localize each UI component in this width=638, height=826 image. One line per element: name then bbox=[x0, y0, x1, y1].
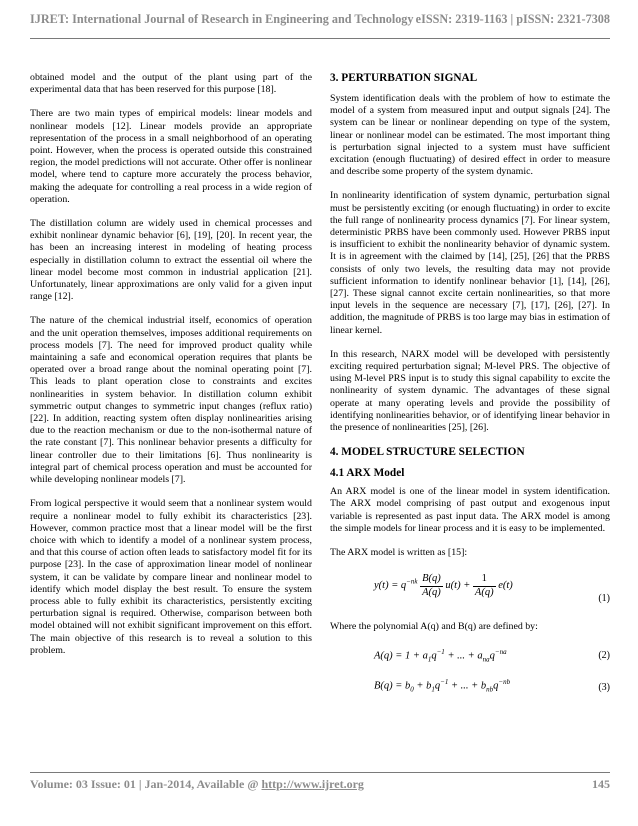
paragraph: The ARX model is written as [15]: bbox=[330, 547, 468, 559]
paragraph: obtained model and the output of the plant using part of the experimental data that has been reserved for this purpose [18]. bbox=[30, 72, 312, 96]
paragraph: From logical perspective it would seem that a nonlinear system would require a nonlinear model to fully exhibit its characteristics [23]. However, common practice most that a linear model will be the first choice with which to identify a model of a nonlinear system process, and that this course of action often leads to satisfactory model fit for its purpose [23]. In the case of approximation linear model of nonlinear system, it can be validate by compare linear and nonlinear model to identify which model display the best result. To ensure the system process able to fully exhibit its characteristics, persistently exciting perturbation signal is required. Otherwise, comparison between both model obtained will not exhibit significant improvement on this effort. The main objective of this research is to reveal a solution to this problem. bbox=[30, 498, 312, 656]
paragraph: In this research, NARX model will be developed with persistently exciting required perturbation signal; M-level PRS. The objective of using M-level PRS input is to study this signal capability to excite the nonlinearity of system dynamic. The advantages of these signal operate at many operating levels and provide the possibility of identifying nonlinearities behavior, or of identifying linear behavior in the presence of nonlinearities [25], [26]. bbox=[330, 348, 610, 434]
page-number: 145 bbox=[592, 777, 610, 791]
subsection-heading: 4.1 ARX Model bbox=[330, 467, 405, 480]
equation-2: $A(q) = 1 + a_1q^{-1}$ + ... + $a_{na}q^{-na}$ (2) bbox=[374, 647, 610, 664]
paragraph: The nature of the chemical industrial itself, economics of operation and the unit operation themselves, imposes additional requirements on process models [7]. The need for improved product quality while maintaining a safe and economical operation requires that plants be operated over a broad range about the nominal operating point [7]. This leads to plant operation close to constraints and excites nonlinearities in system behavior. In distillation column exhibit symmetric output changes to symmetric input changes (reflux ratio) [22]. In addition, reacting system often display nonlinearities arising due to the reaction mechanism or due to the non-isothermal nature of the rate constant [7]. This nonlinear behavior presents a difficulty for linear controller due to their limitations [6]. Thus nonlinearity is integral part of chemical process operation and must be accounted for while developing nonlinear models [7]. bbox=[30, 315, 312, 486]
equation-1: $y(t) = q^{-nk}$ $\frac{B(q)}{A(q)}$ u(t) + $\frac{1}{A(q)}$ e(t) (1) bbox=[374, 573, 610, 605]
paragraph: In nonlinearity identification of system dynamic, perturbation signal must be persistently exciting (or enough fluctuating) in order to excite the full range of nonlinearity process dynamics [7]. For linear system, deterministic PRBS have been commonly used. However PRBS input is insufficient to exhibit the nonlinearity behavior of dynamic system. It is in agreement with the claimed by [14], [25], [26] that the PRBS consists of only two levels, the resulting data may not provide sufficient information to identify nonlinear behavior [1], [14], [26], [27]. These signal cannot excite certain nonlinearities, so that more input levels in the sequence are necessary [7], [17], [26], [27]. In addition, the magnitude of PRBS is too large may bias in estimation of linear kernel. bbox=[330, 190, 610, 336]
paragraph: Where the polynomial A(q) and B(q) are defined by: bbox=[330, 621, 538, 633]
issn: eISSN: 2319-1163 | pISSN: 2321-7308 bbox=[415, 12, 610, 26]
paragraph: The distillation column are widely used in chemical processes and exhibit nonlinear dynamic behavior [6], [19], [20]. In recent year, the has been an increasing interest in modeling of heating process especially in distillation column to extract the essential oil where the linear model become most common in industrial application [21]. Unfortunately, linear approximations are only valid for a given input range [12]. bbox=[30, 218, 312, 303]
equation-number: (3) bbox=[598, 681, 610, 693]
equation-number: (1) bbox=[598, 593, 610, 605]
section-heading: 3. PERTURBATION SIGNAL bbox=[330, 72, 478, 84]
section-heading: 4. MODEL STRUCTURE SELECTION bbox=[330, 446, 525, 459]
paragraph: There are two main types of empirical models: linear models and nonlinear models [12]. Linear models provide an appropriate representation of the process in a small neighborhood of an operating point. However, when the process is operated outside this constrained region, the model predictions will not accurate. Other offer is nonlinear model, where tend to capture more accurately the process behavior, making the adequate for controlling a real process in a wide region of operation. bbox=[30, 108, 312, 205]
footer-link[interactable]: http://www.ijret.org bbox=[261, 777, 364, 791]
journal-title: IJRET: International Journal of Research in Engineering and Technology bbox=[30, 12, 414, 26]
right-column bbox=[330, 72, 610, 706]
footer-divider bbox=[30, 772, 610, 773]
header-divider bbox=[30, 38, 610, 39]
equation-3: $B(q) = b_0 + b_1q^{-1}$ + ... + $b_{nb}q^{-nb}$ (3) bbox=[374, 677, 610, 694]
footer-text: Volume: 03 Issue: 01 | Jan-2014, Available @ bbox=[30, 777, 262, 791]
left-column bbox=[30, 72, 312, 669]
paragraph: An ARX model is one of the linear model in system identification. The ARX model comprising of past output and exogenous input variable is represented as past input data. The ARX model is among the simple models for linear process and it is easy to be implemented. bbox=[330, 486, 610, 534]
equation-number: (2) bbox=[598, 649, 610, 661]
paragraph: System identification deals with the problem of how to estimate the model of a system from measured input and output signals [24]. The system can be linear or nonlinear depending on type of the system, linear or nonlinear model can be estimated. The most important thing is perturbation signal injected to a system must have sufficient excitation (enough fluctuating) of desired effect in order to measure and describe some property of the system dynamic. bbox=[330, 93, 610, 178]
page-header bbox=[30, 12, 610, 32]
